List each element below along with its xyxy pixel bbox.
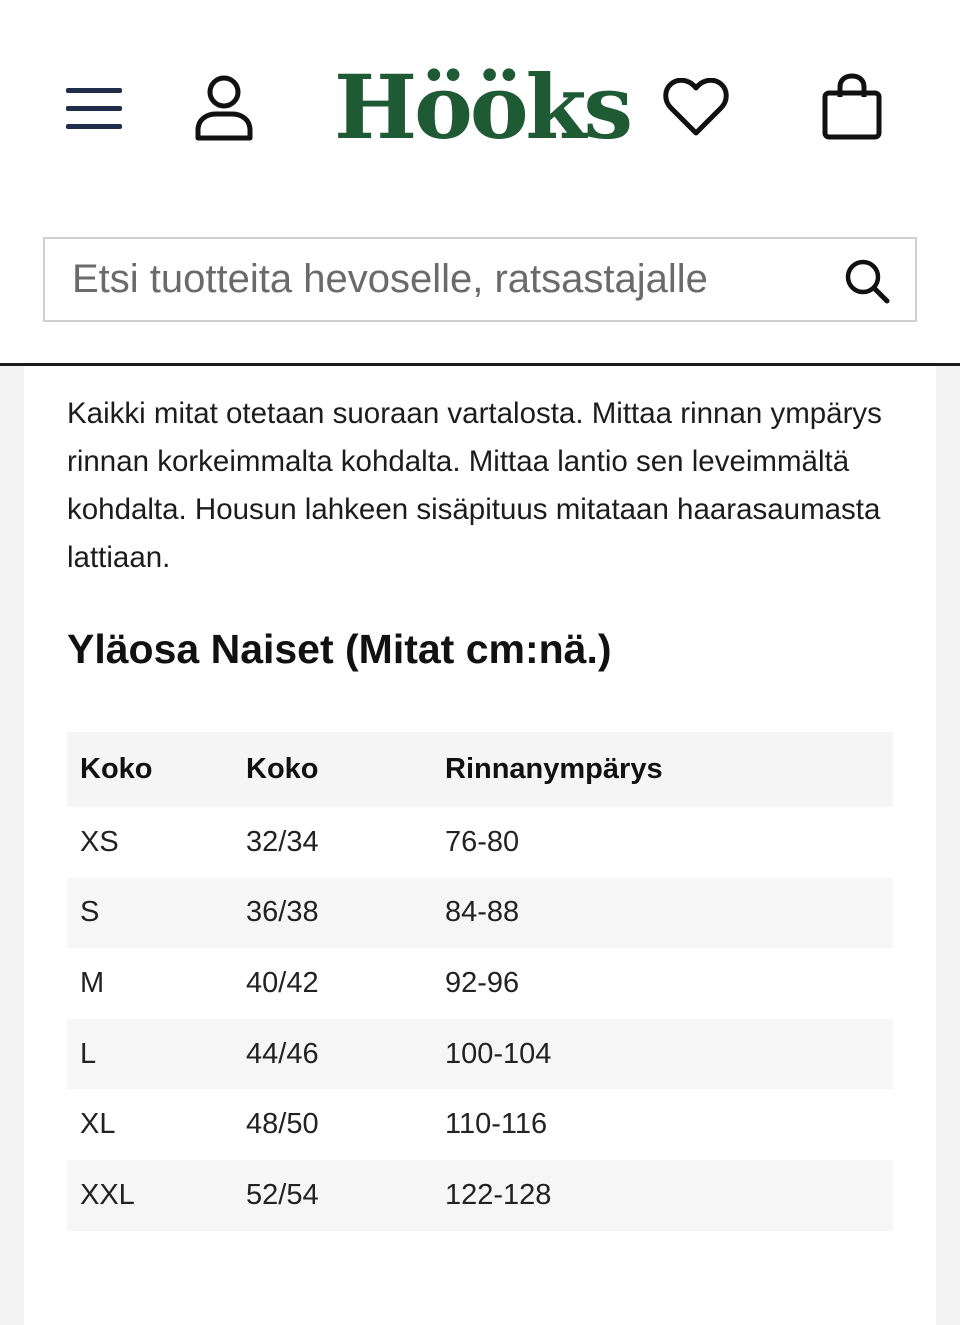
table-row: [67, 1160, 893, 1231]
table-cell: 48/50: [246, 1108, 319, 1141]
table-cell: 122-128: [432, 1160, 893, 1231]
table-row: [67, 1089, 893, 1160]
account-button[interactable]: [186, 68, 262, 148]
table-cell: XS: [80, 825, 119, 858]
site-header: [0, 0, 960, 366]
search-bar: [43, 237, 917, 322]
table-cell: 84-88: [432, 878, 893, 949]
table-cell: 76-80: [445, 825, 520, 858]
size-guide-panel: [24, 366, 936, 1325]
table-cell: 36/38: [233, 878, 432, 949]
table-cell: 32/34: [246, 825, 319, 858]
table-cell: S: [67, 878, 233, 949]
wishlist-button[interactable]: [656, 70, 736, 146]
heart-icon: [663, 78, 729, 138]
table-row: [67, 807, 893, 878]
table-cell: 40/42: [246, 966, 319, 999]
table-header-row: [67, 732, 893, 807]
size-table: [67, 732, 893, 1231]
table-cell: 110-116: [445, 1108, 548, 1141]
measurement-instructions: Kaikki mitat otetaan suoraan vartalosta. Mittaa rinnan ympärys rinnan korkeimmalta kohdalta. Mittaa lantio sen leveimmältä kohdalta. Housun lahkeen sisäpituus mitataan haarasaumasta lattiaan.: [67, 397, 882, 574]
user-icon: [192, 72, 256, 144]
table-cell: 100-104: [432, 1019, 893, 1090]
column-header: Koko: [67, 732, 233, 807]
column-header: Rinnanympärys: [432, 732, 893, 807]
hamburger-menu-icon: [62, 82, 122, 134]
search-icon: [844, 258, 890, 304]
table-cell: L: [67, 1019, 233, 1090]
menu-button[interactable]: [58, 78, 126, 138]
table-row: [67, 948, 893, 1019]
table-row: [67, 878, 893, 949]
column-header: Koko: [233, 732, 432, 807]
cart-button[interactable]: [812, 66, 892, 148]
table-cell: 92-96: [445, 966, 520, 999]
brand-logo[interactable]: Hööks: [334, 55, 631, 159]
table-cell: M: [80, 966, 105, 999]
table-cell: 44/46: [233, 1019, 432, 1090]
table-cell: 52/54: [233, 1160, 432, 1231]
table-row: [67, 1019, 893, 1090]
search-button[interactable]: [839, 253, 895, 309]
search-input[interactable]: [72, 250, 744, 310]
shopping-bag-icon: [821, 73, 883, 141]
table-cell: XL: [80, 1108, 116, 1141]
section-title: Yläosa Naiset (Mitat cm:nä.): [67, 626, 612, 672]
table-cell: XXL: [67, 1160, 233, 1231]
